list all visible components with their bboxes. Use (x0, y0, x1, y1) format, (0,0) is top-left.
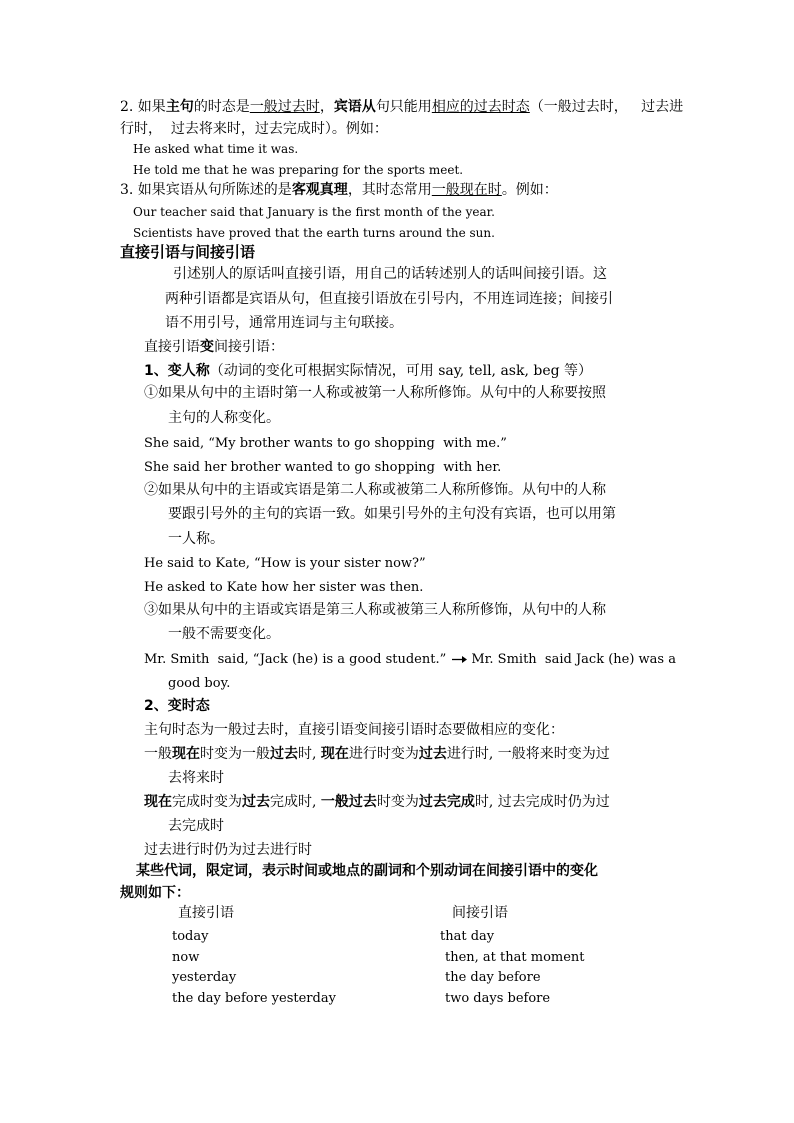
rule2-example-1: He asked what time it was. (133, 142, 299, 156)
p3-example-line (144, 653, 676, 666)
text: 时, 过去完成时仍为过 (474, 794, 610, 810)
intro-line-1: 引述别人的原话叫直接引语，用自己的话转述别人的话叫间接引语。这 (173, 266, 607, 282)
text: 时变为一般 (200, 746, 270, 762)
p2-line-3: 一人称。 (168, 531, 224, 547)
text: 进行时, 一般将来时变为过 (446, 746, 610, 762)
table-header-indirect: 间接引语 (452, 905, 508, 921)
text: 相应的过去时态 (431, 99, 530, 115)
table-header-direct: 直接引语 (178, 905, 234, 921)
sec1-note: （动词的变化可根据实际情况，可用 say, tell, ask, beg 等） (209, 363, 593, 379)
sec2-rule-1-cont: 去将来时 (168, 770, 224, 786)
text: 一般过去时 (249, 99, 320, 115)
table-cell: two days before (445, 991, 551, 1006)
p3-line-2: 一般不需要变化。 (168, 626, 280, 642)
text: 。例如： (501, 182, 558, 198)
p1-example-1: She said, “My brother wants to go shopping with me.” (144, 436, 507, 451)
intro-line-3: 语不用引号，通常用连词与主句联接。 (165, 315, 403, 331)
sec2-rule-2-cont: 去完成时 (168, 818, 224, 834)
text: 3. 如果宾语从句所陈述的是 (120, 182, 292, 198)
text: 一般过去 (320, 794, 377, 810)
text: 过去 (242, 794, 270, 810)
text: 现在 (144, 794, 172, 810)
intro-line-2: 两种引语都是宾语从句，但直接引语放在引号内，不用连词连接；间接引 (165, 291, 613, 307)
p1-line-2: 主句的人称变化。 (168, 410, 280, 426)
text: 的时态是 (193, 99, 250, 115)
text: 变 (200, 339, 214, 355)
text: 过去 (270, 746, 298, 762)
sec1-title: 1、变人称 (144, 363, 210, 379)
rule2-line1 (120, 99, 684, 115)
text: （一般过去时， 过去进 (529, 99, 684, 115)
rule3-line1 (120, 183, 558, 197)
text: ，其时态常用 (347, 182, 432, 198)
rule2-line2: 行时， 过去将来时，过去完成时）。例如： (120, 121, 388, 137)
p3-line-1: ③如果从句中的主语或宾语是第三人称或被第三人称所修饰，从句中的人称 (144, 602, 606, 618)
table-cell: yesterday (172, 970, 237, 985)
table-cell: then, at that moment (445, 950, 585, 965)
p3-example-end: good boy. (168, 676, 231, 691)
text: 时变为 (376, 794, 419, 810)
rule2-example-2: He told me that he was preparing for the sports meet. (133, 163, 464, 177)
table-cell: now (172, 950, 200, 965)
change-title (144, 340, 284, 354)
text: 客观真理 (291, 182, 348, 198)
table-cell: the day before (445, 970, 541, 985)
text: 一般现在时 (431, 182, 502, 198)
rule3-example-2: Scientists have proved that the earth turns around the sun. (133, 226, 495, 240)
table-cell: that day (440, 929, 495, 944)
text: 现在 (172, 746, 200, 762)
sec2-title: 2、变时态 (144, 698, 210, 714)
p2-line-1: ②如果从句中的主语或宾语是第二人称或被第二人称所修饰。从句中的人称 (144, 482, 606, 498)
sec2-rule-1 (144, 747, 610, 761)
p3-example-direct: Mr. Smith said, “Jack (he) is a good student.” (144, 652, 447, 667)
p2-example-1: He said to Kate, “How is your sister now?” (144, 556, 426, 571)
text: 完成时, (270, 794, 321, 810)
text: 直接引语 (144, 339, 200, 355)
rules-heading-line-1: 某些代词，限定词，表示时间或地点的副词和个别动词在间接引语中的变化 (136, 863, 598, 879)
text: 宾语从 (333, 99, 376, 115)
sec2-rule-3: 过去进行时仍为过去进行时 (144, 842, 312, 858)
sec2-rule-2 (144, 795, 610, 809)
text: 主句 (165, 99, 194, 115)
text: 一般 (144, 746, 172, 762)
sec1-title-line (144, 362, 592, 378)
text: 完成时变为 (172, 794, 242, 810)
table-cell: today (172, 929, 209, 944)
text: 句只能用 (375, 99, 432, 115)
rules-heading-line-2: 规则如下： (120, 885, 190, 901)
text: 现在 (320, 746, 349, 762)
p3-example-indirect: Mr. Smith said Jack (he) was a (471, 652, 676, 667)
p2-line-2: 要跟引号外的主句的宾语一致。如果引号外的主句没有宾语，也可以用第 (168, 506, 616, 522)
text: 进行时变为 (348, 746, 419, 762)
p1-example-2: She said her brother wanted to go shopping with her. (144, 460, 502, 475)
text: 过去 (418, 746, 447, 762)
text: ， (319, 99, 334, 115)
text: 时, (298, 746, 321, 762)
p2-example-2: He asked to Kate how her sister was then. (144, 580, 424, 595)
sec2-intro: 主句时态为一般过去时，直接引语变间接引语时态要做相应的变化： (144, 722, 564, 738)
section-heading: 直接引语与间接引语 (120, 243, 256, 261)
rule3-example-1: Our teacher said that January is the first month of the year. (133, 205, 495, 219)
text: 过去完成 (418, 794, 475, 810)
text: 间接引语： (214, 339, 284, 355)
table-cell: the day before yesterday (172, 991, 336, 1006)
p1-line-1: ①如果从句中的主语时第一人称或被第一人称所修饰。从句中的人称要按照 (144, 385, 606, 401)
text: 2. 如果 (120, 99, 166, 115)
right-arrow-icon (450, 653, 468, 666)
